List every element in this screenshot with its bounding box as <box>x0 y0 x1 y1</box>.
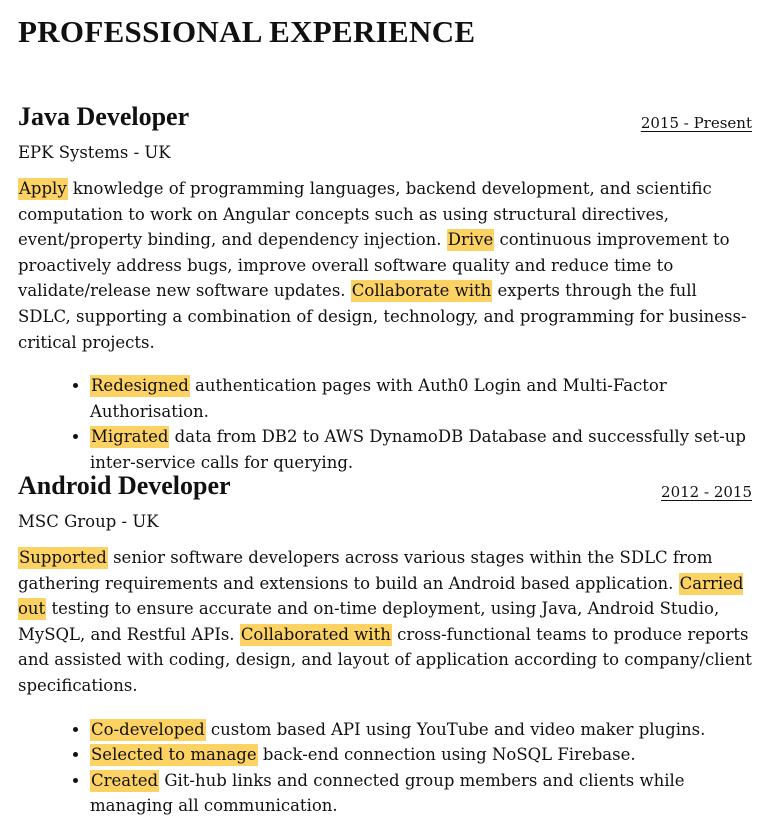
job-dates: 2015 - Present <box>640 114 752 132</box>
achievement-text: back-end connection using NoSQL Firebase. <box>257 745 636 765</box>
achievement-item <box>90 373 754 424</box>
job-dates: 2012 - 2015 <box>661 483 752 501</box>
achievement-text: Git-hub links and connected group members and clients while managing all communication. <box>90 770 685 816</box>
achievement-text: data from DB2 to AWS DynamoDB Database and successfully set-up inter-service calls for querying. <box>90 427 746 472</box>
achievement-text: authentication pages with Auth0 Login and Multi-Factor Authorisation. <box>90 376 667 421</box>
achievement-item <box>90 717 754 743</box>
highlighted-verb: Carried out <box>18 573 744 619</box>
summary-text: cross-functional teams to produce reports and assisted with coding, design, and layout of application according to company/client specifications. <box>18 624 752 695</box>
job-summary <box>18 176 754 355</box>
achievement-item <box>90 768 754 819</box>
highlighted-verb: Created <box>91 770 159 790</box>
highlighted-verb: Redesigned <box>91 376 189 396</box>
highlighted-verb: Apply <box>19 179 67 198</box>
summary-text: continuous improvement to proactively address bugs, improve overall software quality and reduce time to validate/release new software updates. <box>18 230 730 301</box>
job-title: Android Developer <box>18 471 231 500</box>
achievement-text: custom based API using YouTube and video maker plugins. <box>205 719 706 739</box>
summary-text: knowledge of programming languages, backend development, and scientific computation to work on Angular concepts such as using structural directives, event/property binding, and dependency injection. <box>18 179 712 250</box>
job-entry-android-developer <box>18 471 754 819</box>
highlighted-verb: Collaborated with <box>240 624 391 644</box>
highlighted-verb: Collaborate with <box>351 281 492 301</box>
job-summary <box>18 545 754 699</box>
summary-text: testing to ensure accurate and on-time deployment, using Java, Android Studio, MySQL, and Restful APIs. <box>18 599 720 644</box>
job-header <box>18 102 754 136</box>
highlighted-verb: Drive <box>447 230 494 250</box>
achievement-list <box>18 717 754 819</box>
achievement-list <box>18 373 754 475</box>
company-name: EPK Systems - UK <box>18 143 171 162</box>
summary-text: senior software developers across various stages within the SDLC from gathering requirements and extensions to build an Android based application. <box>18 548 713 593</box>
summary-text: experts through the full SDLC, supporting a combination of design, technology, and programming for business-critical projects. <box>18 281 747 352</box>
section-title: PROFESSIONAL EXPERIENCE <box>18 14 476 49</box>
highlighted-verb: Migrated <box>91 427 169 447</box>
highlighted-verb: Co-developed <box>91 719 205 739</box>
job-header <box>18 471 754 505</box>
job-title: Java Developer <box>18 102 190 131</box>
highlighted-verb: Selected to manage <box>91 745 257 765</box>
highlighted-verb: Supported <box>19 548 107 567</box>
company-name: MSC Group - UK <box>18 512 159 531</box>
job-entry-java-developer <box>18 102 754 476</box>
achievement-item <box>90 424 754 475</box>
achievement-item <box>90 742 754 768</box>
